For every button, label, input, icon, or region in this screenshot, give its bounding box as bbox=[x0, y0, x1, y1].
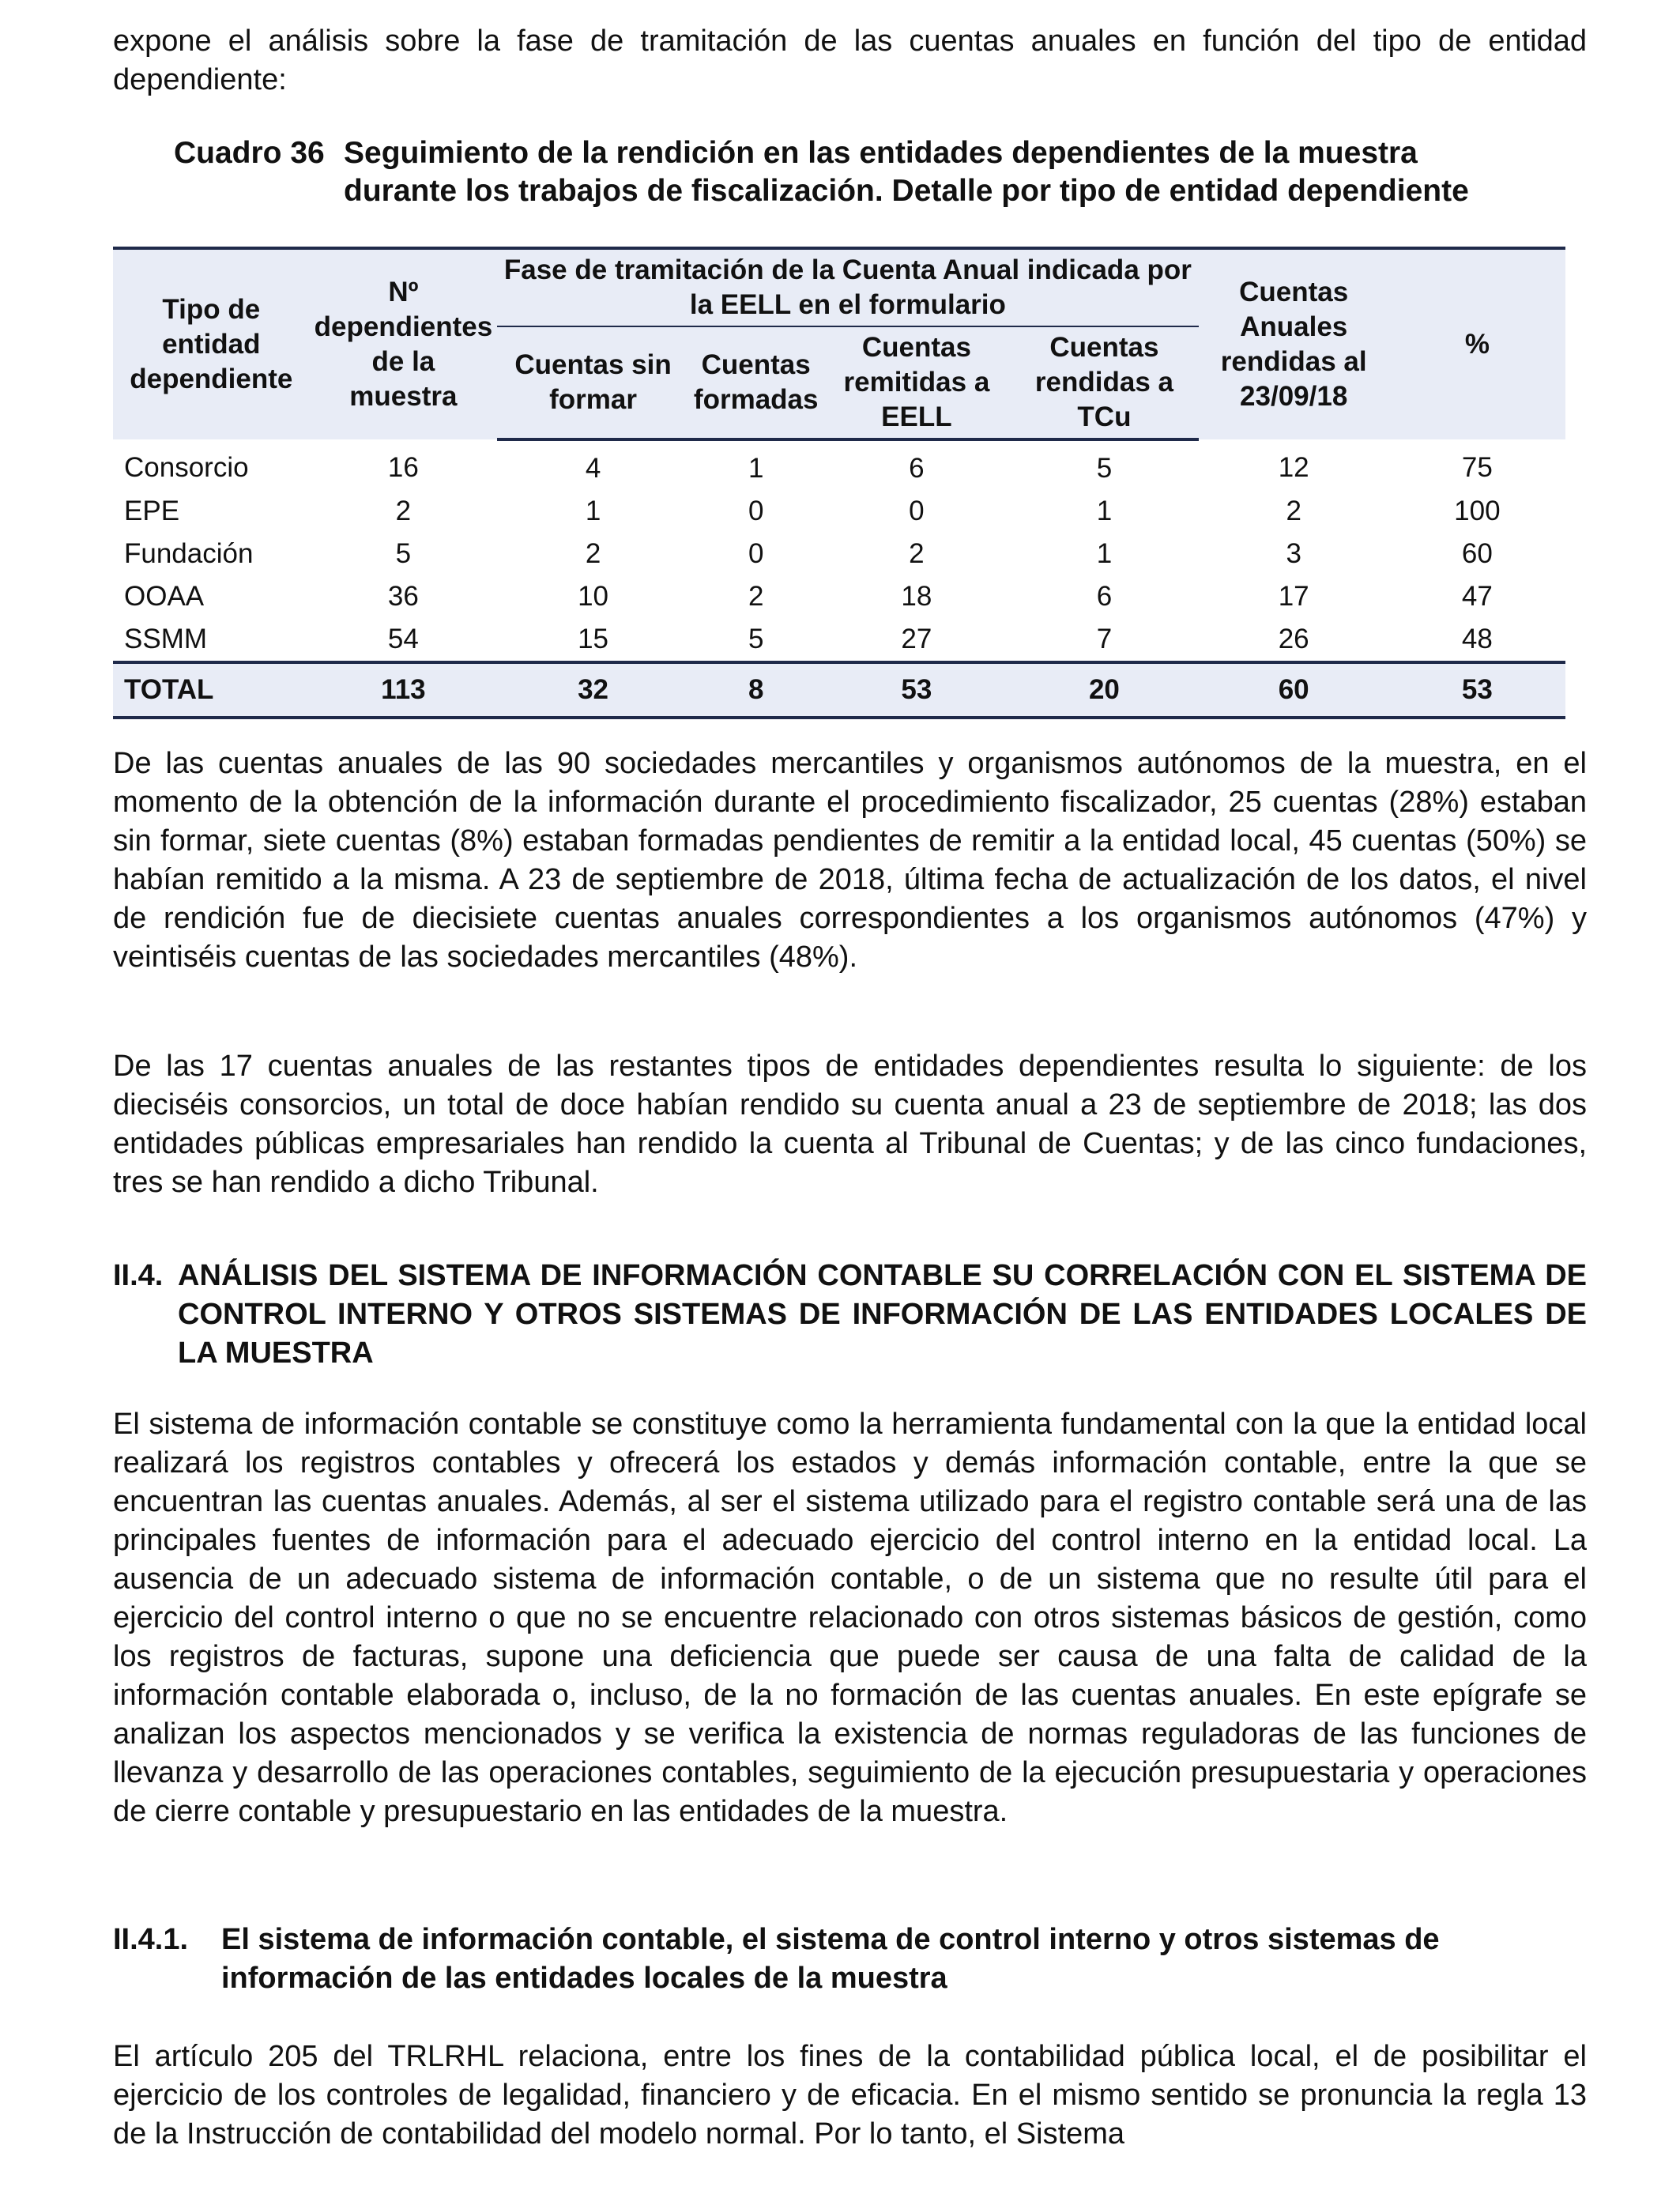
total-cell: 53 bbox=[1389, 662, 1565, 718]
table-cell: EPE bbox=[124, 496, 180, 526]
header-phase: Fase de tramitación de la Cuenta Anual indicada por la EELL en el formulario bbox=[497, 248, 1198, 326]
table-cell: 18 bbox=[901, 581, 932, 612]
table-cell: 54 bbox=[387, 624, 419, 654]
table-cell: 7 bbox=[1096, 624, 1113, 654]
table-row bbox=[113, 618, 1565, 662]
table-cell: 2 bbox=[1286, 496, 1301, 526]
table-total-row bbox=[113, 662, 1565, 718]
total-cell: 113 bbox=[310, 662, 498, 718]
table-cell: Fundación bbox=[124, 538, 254, 569]
subsection-title: El sistema de información contable, el sistema de control interno y otros sistemas de información de las entidades locales de la muestra bbox=[221, 1923, 1440, 1995]
table-cell: 6 bbox=[1096, 581, 1113, 612]
section-title: ANÁLISIS DEL SISTEMA DE INFORMACIÓN CONTABLE SU CORRELACIÓN CON EL SISTEMA DE CONTROL INTERNO Y OTROS SISTEMAS DE INFORMACIÓN DE LAS ENTIDADES LOCALES DE LA MUESTRA bbox=[178, 1259, 1587, 1370]
section-heading-ii4 bbox=[113, 1257, 1587, 1373]
header-num: Nº dependientes de la muestra bbox=[310, 248, 498, 439]
total-cell: 32 bbox=[497, 662, 689, 718]
table-cell: 6 bbox=[909, 453, 925, 484]
table-cell: 2 bbox=[585, 538, 601, 569]
table-cell: 16 bbox=[387, 452, 419, 483]
table-row bbox=[113, 533, 1565, 575]
section-number: II.4. bbox=[113, 1259, 164, 1292]
table-cell: 36 bbox=[387, 581, 419, 612]
table-cell: 12 bbox=[1278, 452, 1309, 483]
paragraph-restantes: De las 17 cuentas anuales de las restantes tipos de entidades dependientes resulta lo siguiente: de los dieciséis consorcios, un total de doce habían rendido su cuenta anual a 23 de septiembre de 2018; las dos entidades públicas empresariales han rendido la cuenta al Tribunal de Cuentas; y de las cinco fundaciones, tres se han rendido a dicho Tribunal. bbox=[113, 1050, 1587, 1199]
total-cell: 20 bbox=[1010, 662, 1198, 718]
table-cell: 1 bbox=[1096, 496, 1113, 526]
table-cell: 5 bbox=[748, 624, 764, 654]
table-cell: SSMM bbox=[124, 624, 207, 654]
header-pct: % bbox=[1389, 248, 1565, 439]
table-cell: 2 bbox=[395, 496, 412, 526]
table-row bbox=[113, 439, 1565, 490]
table-cell: OOAA bbox=[124, 581, 205, 612]
table-cell: 0 bbox=[909, 496, 925, 526]
table-cell: 5 bbox=[1096, 453, 1113, 484]
table-cell: 26 bbox=[1278, 624, 1309, 654]
header-rendidas: Cuentas Anuales rendidas al 23/09/18 bbox=[1199, 248, 1389, 439]
table-cell: 1 bbox=[1096, 538, 1113, 569]
table-cell: 48 bbox=[1461, 624, 1493, 654]
table-cell: 10 bbox=[578, 581, 609, 612]
table-cell: 17 bbox=[1278, 581, 1309, 612]
cuadro-36-table bbox=[113, 247, 1565, 719]
total-cell: 8 bbox=[689, 662, 823, 718]
table-cell: 2 bbox=[909, 538, 925, 569]
table-cell: 1 bbox=[748, 453, 764, 484]
total-cell: 53 bbox=[823, 662, 1010, 718]
caption-line-1: Seguimiento de la rendición en las entidades dependientes de la muestra bbox=[344, 136, 1418, 170]
caption-line-2: durante los trabajos de fiscalización. Detalle por tipo de entidad dependiente bbox=[344, 174, 1469, 208]
header-sin-formar: Cuentas sin formar bbox=[497, 326, 689, 439]
header-formadas: Cuentas formadas bbox=[689, 326, 823, 439]
table-row bbox=[113, 575, 1565, 618]
table-row bbox=[113, 490, 1565, 533]
total-cell: 60 bbox=[1199, 662, 1389, 718]
caption-label: Cuadro 36 bbox=[174, 136, 325, 170]
header-rendidas-tcu: Cuentas rendidas a TCu bbox=[1010, 326, 1198, 439]
header-tipo: Tipo de entidad dependiente bbox=[113, 248, 310, 439]
table-cell: 4 bbox=[585, 453, 601, 484]
table-cell: Consorcio bbox=[124, 452, 249, 483]
total-cell: TOTAL bbox=[113, 662, 310, 718]
paragraph-sociedades: De las cuentas anuales de las 90 sociedades mercantiles y organismos autónomos de la muestra, en el momento de la obtención de la información durante el procedimiento fiscalizador, 25 cuentas (28%) estaban sin formar, siete cuentas (8%) estaban formadas pendientes de remitir a la entidad local, 45 cuentas (50%) se habían remitido a la misma. A 23 de septiembre de 2018, última fecha de actualización de los datos, el nivel de rendición fue de diecisiete cuentas anuales correspondientes a los organismos autónomos (47%) y veintiséis cuentas de las sociedades mercantiles (48%). bbox=[113, 747, 1587, 974]
table-cell: 27 bbox=[901, 624, 932, 654]
table-caption bbox=[174, 134, 1565, 210]
table-cell: 2 bbox=[748, 581, 764, 612]
paragraph-articulo: El artículo 205 del TRLRHL relaciona, entre los fines de la contabilidad pública local, el de posibilitar el ejercicio de los controles de legalidad, financiero y de eficacia. En el mismo sentido se pronuncia la regla 13 de la Instrucción de contabilidad del modelo normal. Por lo tanto, el Sistema bbox=[113, 2040, 1587, 2151]
table-cell: 100 bbox=[1454, 496, 1501, 526]
table-cell: 15 bbox=[578, 624, 609, 654]
table-cell: 1 bbox=[585, 496, 601, 526]
table-cell: 0 bbox=[748, 538, 764, 569]
table-cell: 60 bbox=[1461, 538, 1493, 569]
subsection-number: II.4.1. bbox=[113, 1923, 189, 1956]
table-cell: 3 bbox=[1286, 538, 1301, 569]
header-remitidas: Cuentas remitidas a EELL bbox=[823, 326, 1010, 439]
table-cell: 5 bbox=[395, 538, 412, 569]
intro-paragraph: expone el análisis sobre la fase de tramitación de las cuentas anuales en función del tipo de entidad dependiente: bbox=[113, 25, 1587, 96]
subsection-heading-ii41 bbox=[113, 1921, 1587, 1998]
table-cell: 75 bbox=[1461, 452, 1493, 483]
paragraph-sistema: El sistema de información contable se constituye como la herramienta fundamental con la que la entidad local realizará los registros contables y ofrecerá los estados y demás información contable, entre la que se encuentran las cuentas anuales. Además, al ser el sistema utilizado para el registro contable será una de las principales fuentes de información para el adecuado ejercicio del control interno en la entidad local. La ausencia de un adecuado sistema de información contable, o de un sistema que no resulte útil para el ejercicio del control interno o que no se encuentre relacionado con otros sistemas básicos de gestión, como los registros de facturas, supone una deficiencia que puede ser causa de una falta de calidad de la información contable elaborada o, incluso, de la no formación de las cuentas anuales. En este epígrafe se analizan los aspectos mencionados y se verifica la existencia de normas reguladoras de las funciones de llevanza y desarrollo de las operaciones contables, seguimiento de la ejecución presupuestaria y operaciones de cierre contable y presupuestario en las entidades de la muestra. bbox=[113, 1408, 1587, 1828]
table-cell: 47 bbox=[1461, 581, 1493, 612]
table-cell: 0 bbox=[748, 496, 764, 526]
